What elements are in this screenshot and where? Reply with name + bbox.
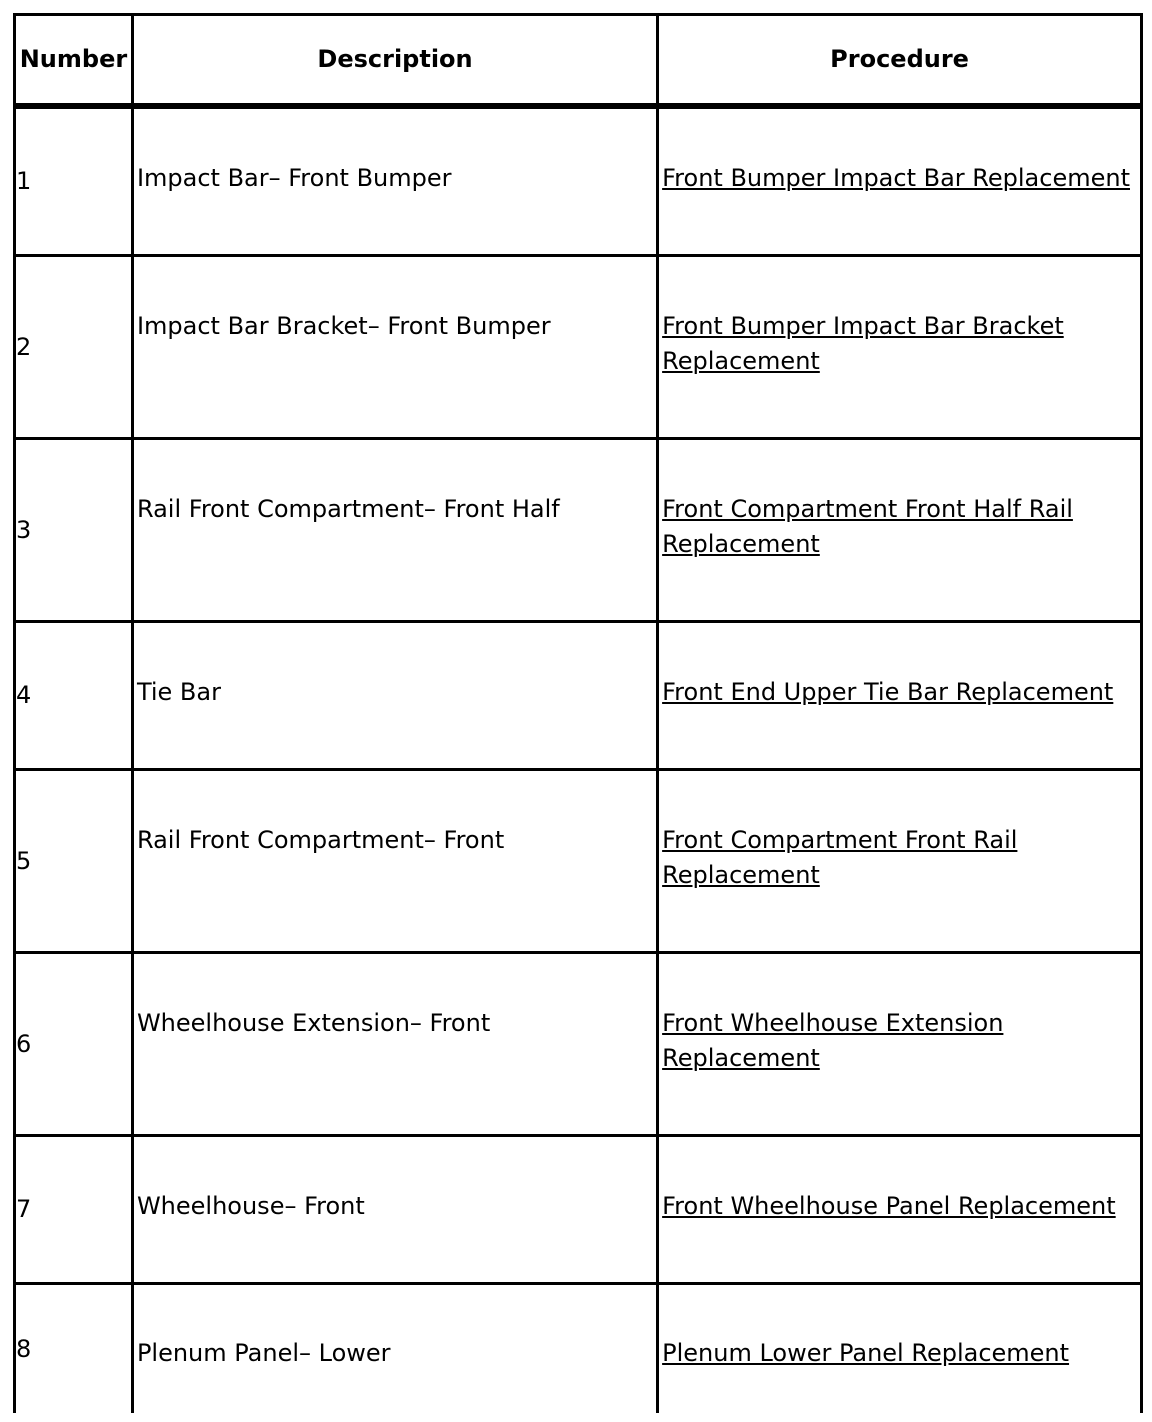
header-description: Description <box>131 13 656 106</box>
row-description <box>131 951 656 1134</box>
table-row <box>13 106 1143 254</box>
row-number: 6 <box>13 951 131 1134</box>
row-description <box>131 106 656 254</box>
row-number: 4 <box>13 620 131 768</box>
procedure-link[interactable]: Front Compartment Front Rail Replacement <box>662 826 1018 889</box>
table-row <box>13 1282 1143 1413</box>
procedure-link[interactable]: Front Wheelhouse Extension Replacement <box>662 1009 1004 1072</box>
description-text: Wheelhouse– Front <box>136 1192 365 1220</box>
row-procedure <box>656 106 1143 254</box>
table-row <box>13 951 1143 1134</box>
table-header-row <box>13 13 1143 106</box>
table-row <box>13 437 1143 620</box>
row-number: 1 <box>13 106 131 254</box>
row-description <box>131 768 656 951</box>
parts-table <box>13 13 1143 1413</box>
description-text: Plenum Panel– Lower <box>136 1339 391 1367</box>
procedure-link[interactable]: Front End Upper Tie Bar Replacement <box>662 678 1114 706</box>
row-number: 5 <box>13 768 131 951</box>
procedure-link[interactable]: Front Bumper Impact Bar Bracket Replacement <box>662 312 1064 375</box>
description-text: Rail Front Compartment– Front Half <box>136 495 560 523</box>
description-text: Wheelhouse Extension– Front <box>136 1009 491 1037</box>
procedure-link[interactable]: Front Compartment Front Half Rail Replacement <box>662 495 1073 558</box>
row-procedure <box>656 1282 1143 1413</box>
row-procedure <box>656 951 1143 1134</box>
row-description <box>131 620 656 768</box>
table-row <box>13 254 1143 437</box>
table-row <box>13 1134 1143 1282</box>
header-procedure: Procedure <box>656 13 1143 106</box>
table-row <box>13 768 1143 951</box>
description-text: Impact Bar Bracket– Front Bumper <box>136 312 551 340</box>
row-procedure <box>656 1134 1143 1282</box>
row-procedure <box>656 254 1143 437</box>
description-text: Rail Front Compartment– Front <box>136 826 505 854</box>
row-description <box>131 1282 656 1413</box>
description-text: Impact Bar– Front Bumper <box>136 164 452 192</box>
row-number: 8 <box>13 1282 131 1413</box>
procedure-link[interactable]: Front Bumper Impact Bar Replacement <box>662 164 1130 192</box>
parts-table-container <box>13 13 1143 1413</box>
table-row <box>13 620 1143 768</box>
row-procedure <box>656 620 1143 768</box>
row-number: 3 <box>13 437 131 620</box>
row-description <box>131 1134 656 1282</box>
row-description <box>131 437 656 620</box>
row-number: 2 <box>13 254 131 437</box>
row-number: 7 <box>13 1134 131 1282</box>
header-number: Number <box>13 13 131 106</box>
row-description <box>131 254 656 437</box>
row-procedure <box>656 768 1143 951</box>
procedure-link[interactable]: Front Wheelhouse Panel Replacement <box>662 1192 1116 1220</box>
procedure-link[interactable]: Plenum Lower Panel Replacement <box>662 1339 1070 1367</box>
description-text: Tie Bar <box>136 678 221 706</box>
row-procedure <box>656 437 1143 620</box>
